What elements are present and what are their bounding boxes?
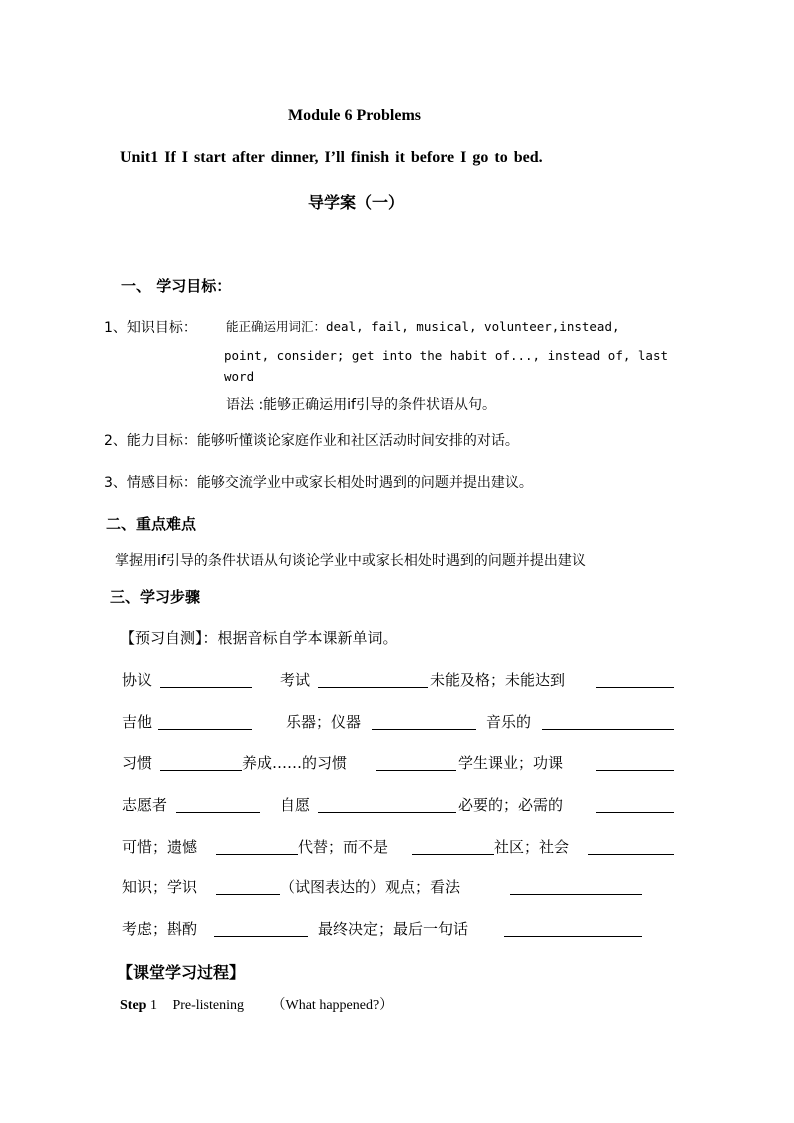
step-note: （What happened?） [271,998,394,1013]
goal-1-label: 1、知识目标： [104,320,197,336]
goal-2: 2、能力目标：能够听懂谈论家庭作业和社区活动时间安排的对话。 [104,433,519,449]
unit-title: Unit1 If I start after dinner, I’ll finish it before I go to bed. [120,149,543,166]
preview-label: 【预习自测】：根据音标自学本课新单词。 [120,629,398,647]
goal-1-text-1: 能正确运用词汇：deal, fail, musical, volunteer,instead, [226,319,620,334]
section-3-title: 三、学习步骤 [110,588,201,606]
answer-blank[interactable] [504,920,642,937]
module-title: Module 6 Problems [288,107,422,124]
vocab-word: 可惜；遗憾 [122,838,198,856]
answer-blank[interactable] [412,838,494,855]
vocab-word: 最终决定；最后一句话 [318,920,469,938]
vocab-word: 学生课业；功课 [458,754,564,772]
answer-blank[interactable] [372,713,476,730]
answer-blank[interactable] [176,796,260,813]
vocab-word: 考虑；斟酌 [122,920,198,938]
answer-blank[interactable] [160,754,242,771]
vocab-word: （试图表达的）观点；看法 [280,878,461,896]
answer-blank[interactable] [510,878,642,895]
goal-3: 3、情感目标：能够交流学业中或家长相处时遇到的问题并提出建议。 [104,475,533,491]
vocab-word: 自愿 [280,796,311,814]
vocab-word: 知识；学识 [122,878,198,896]
vocab-word: 社区；社会 [494,838,570,856]
vocab-word: 代替；而不是 [298,838,389,856]
answer-blank[interactable] [596,796,674,813]
goal-1-grammar: 语法 :能够正确运用if引导的条件状语从句。 [226,397,496,413]
vocab-word: 吉他 [122,713,153,731]
step-name: Pre-listening [172,998,244,1013]
goal-1-line-3: word [224,369,255,384]
vocab-word: 考试 [280,671,311,689]
vocab-word: 必要的；必需的 [458,796,564,814]
vocab-word: 习惯 [122,754,153,772]
answer-blank[interactable] [216,878,280,895]
vocab-word: 音乐的 [486,713,532,731]
goal-1-line-2: point, consider; get into the habit of..., instead of, last [224,348,669,363]
answer-blank[interactable] [214,920,308,937]
answer-blank[interactable] [216,838,298,855]
goal-1-line-1 [226,317,620,335]
answer-blank[interactable] [318,671,428,688]
answer-blank[interactable] [160,671,252,688]
answer-blank[interactable] [318,796,456,813]
step-1-line [120,994,393,1014]
answer-blank[interactable] [542,713,674,730]
section-1-title: 一、 学习目标： [121,277,232,295]
step-number: 1 [149,998,157,1013]
step-label: Step [120,998,147,1013]
vocab-word: 志愿者 [122,796,168,814]
section-2-title: 二、重点难点 [106,515,197,533]
vocab-word: 乐器；仪器 [286,713,362,731]
vocab-word: 养成……的习惯 [242,754,348,772]
section-2-text: 掌握用if引导的条件状语从句谈论学业中或家长相处时遇到的问题并提出建议 [115,553,586,569]
answer-blank[interactable] [376,754,456,771]
answer-blank[interactable] [588,838,674,855]
vocab-word: 协议 [122,671,153,689]
worksheet-subtitle: 导学案（一） [308,193,405,212]
answer-blank[interactable] [596,671,674,688]
class-process-title: 【课堂学习过程】 [117,963,246,982]
answer-blank[interactable] [158,713,252,730]
answer-blank[interactable] [596,754,674,771]
vocab-word: 未能及格；未能达到 [430,671,566,689]
